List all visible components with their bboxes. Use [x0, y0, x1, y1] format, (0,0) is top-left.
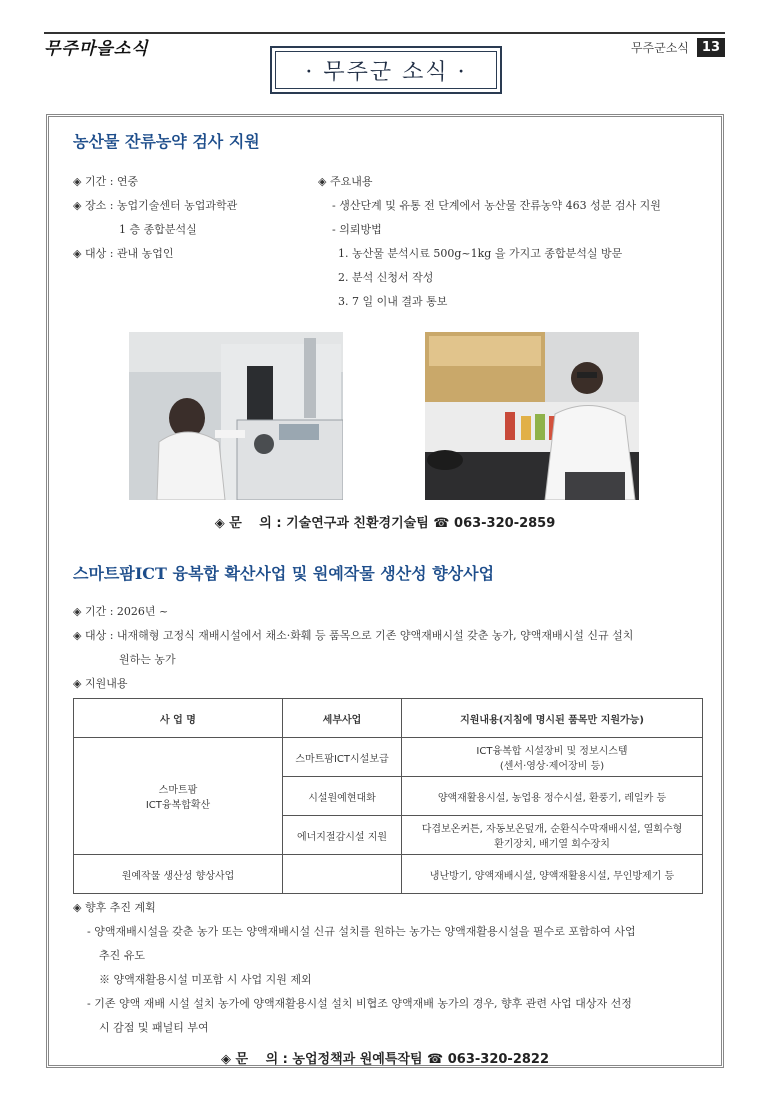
newsletter-logo: 무주마을소식: [44, 39, 149, 59]
period: ◈ 기간 : 연중: [73, 175, 139, 188]
table-row: [74, 855, 703, 894]
step-item: 2. 분석 신청서 작성: [338, 271, 434, 284]
section1-info: [73, 170, 697, 314]
table-cell: [283, 855, 402, 894]
lab-photo-2: [425, 332, 639, 500]
target-2: ◈ 대상 : 내재해형 고정식 재배시설에서 채소·화훼 등 품목으로 기존 양액재배시설 갖춘 농가, 양액재배시설 신규 설치: [73, 629, 634, 642]
plan-note: ※ 양액재활용시설 미포함 시 사업 지원 제외: [99, 973, 312, 986]
target-2-cont: 원하는 농가: [119, 653, 176, 666]
content-item: - 의뢰방법: [332, 223, 382, 236]
table-cell: ICT융복합 시설장비 및 정보시스템 (센서·영상·제어장비 등): [402, 738, 703, 777]
support-heading: ◈ 지원내용: [73, 677, 128, 690]
header-section-label: [631, 38, 725, 57]
support-table: [73, 698, 703, 894]
place: ◈ 장소 : 농업기술센터 농업과학관: [73, 199, 238, 212]
table-header-row: [74, 699, 703, 738]
table-cell: 양액재활용시설, 농업용 정수시설, 환풍기, 레일카 등: [402, 777, 703, 816]
lab-photo-1: [129, 332, 343, 500]
plan-heading: ◈ 향후 추진 계획: [73, 901, 156, 914]
contact-2: ◈ 문 의 : 농업정책과 원예특작팀 ☎ 063-320-2822: [220, 1052, 549, 1067]
section1-title: 농산물 잔류농약 검사 지원: [73, 132, 260, 151]
plan-item: - 기존 양액 재배 시설 설치 농가에 양액재활용시설 설치 비협조 양액재배 농가의 경우, 향후 관련 사업 대상자 선정: [87, 997, 632, 1010]
target: ◈ 대상 : 관내 농업인: [73, 247, 174, 260]
table-cell: 스마트팜ICT시설보급: [283, 738, 402, 777]
table-row: [74, 738, 703, 777]
table-cell: 스마트팜 ICT융복합확산: [74, 738, 283, 855]
content-heading: ◈ 주요내용: [318, 175, 373, 188]
table-cell: 에너지절감시설 지원: [283, 816, 402, 855]
table-header: 지원내용(지침에 명시된 품목만 지원가능): [402, 699, 703, 738]
step-item: 1. 농산물 분석시료 500g~1kg 을 가지고 종합분석실 방문: [338, 247, 623, 260]
table-cell: 냉난방기, 양액재배시설, 양액재활용시설, 무인방제기 등: [402, 855, 703, 894]
section-name: 무주군소식: [630, 41, 689, 55]
table-header: 세부사업: [283, 699, 402, 738]
plan-item-cont: 시 감점 및 패널티 부여: [99, 1021, 209, 1034]
contact-1: ◈ 문 의 : 기술연구과 친환경기술팀 ☎ 063-320-2859: [214, 516, 556, 531]
page-number: 13: [697, 38, 725, 57]
table-cell: 다겹보온커튼, 자동보온덮개, 순환식수막재배시설, 열회수형 환기장치, 배기열 회수장치: [402, 816, 703, 855]
plan-item-cont: 추진 유도: [99, 949, 146, 962]
period-2: ◈ 기간 : 2026년 ~: [73, 605, 169, 618]
step-item: 3. 7 일 이내 결과 통보: [338, 295, 448, 308]
plan-item: - 양액재배시설을 갖춘 농가 또는 양액재배시설 신규 설치를 원하는 농가는 양액재활용시설을 필수로 포함하여 사업: [87, 925, 636, 938]
place-detail: 1 층 종합분석실: [119, 223, 197, 236]
content-frame: [46, 114, 724, 1068]
table-cell: 시설원예현대화: [283, 777, 402, 816]
photo-row: [129, 332, 639, 500]
table-cell: 원예작물 생산성 향상사업: [74, 855, 283, 894]
content-item: - 생산단계 및 유통 전 단계에서 농산물 잔류농약 463 성분 검사 지원: [332, 199, 661, 212]
section2-title: 스마트팜ICT 융복합 확산사업 및 원예작물 생산성 향상사업: [73, 564, 495, 583]
table-header: 사 업 명: [74, 699, 283, 738]
section-banner: · 무주군 소식 ·: [270, 46, 502, 94]
